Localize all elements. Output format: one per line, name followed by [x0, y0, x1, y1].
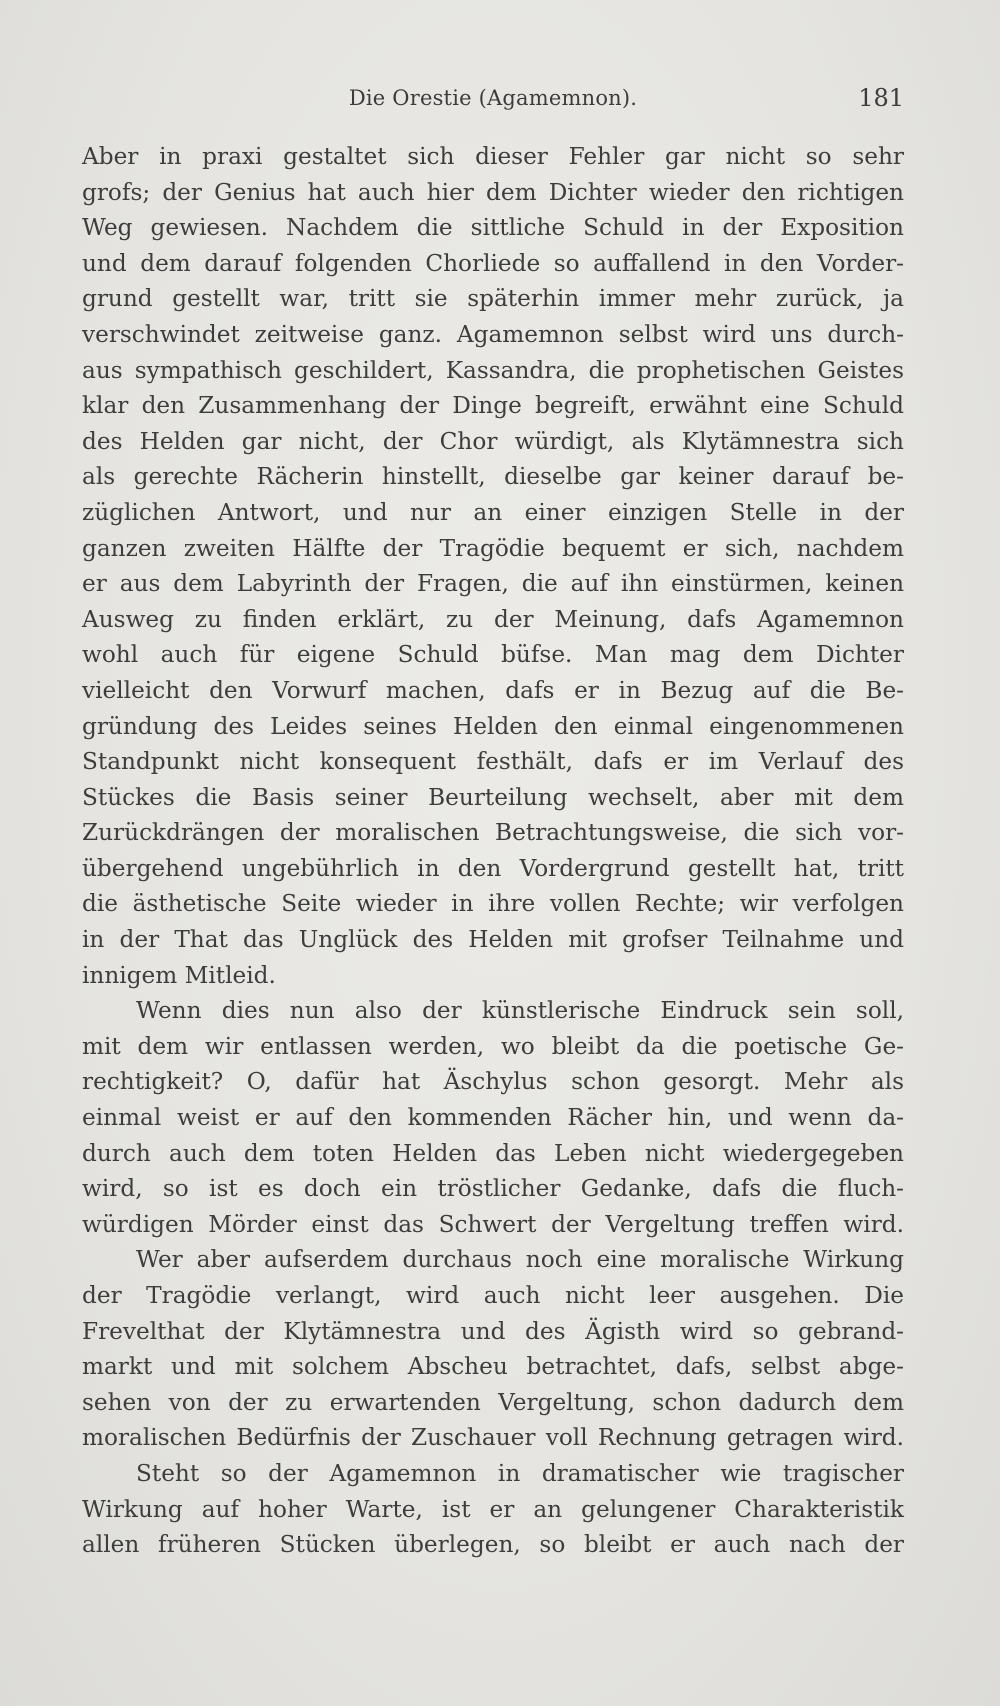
text-line: gründung des Leides seines Helden den einmal eingenommenen [82, 712, 904, 740]
text-line: verschwindet zeitweise ganz. Agamemnon selbst wird uns durch- [82, 320, 904, 348]
text-line: rechtigkeit? O, dafür hat Äschylus schon gesorgt. Mehr als [82, 1068, 904, 1096]
paragraph-end-line: innigem Mitleid. [82, 961, 276, 989]
paragraph-end-line: würdigen Mörder einst das Schwert der Vergeltung treffen wird. [82, 1210, 904, 1238]
text-line: des Helden gar nicht, der Chor würdigt, als Klytämnestra sich [82, 427, 904, 455]
text-line: züglichen Antwort, und nur an einer einzigen Stelle in der [82, 498, 904, 526]
text-line: Wirkung auf hoher Warte, ist er an gelungener Charakteristik [82, 1495, 904, 1523]
text-line: durch auch dem toten Helden das Leben nicht wiedergegeben [82, 1139, 904, 1167]
text-line: als gerechte Rächerin hinstellt, dieselbe gar keiner darauf be- [82, 463, 904, 491]
text-line: einmal weist er auf den kommenden Rächer hin, und wenn da- [82, 1104, 904, 1132]
text-line: klar den Zusammenhang der Dinge begreift, erwähnt eine Schuld [82, 392, 904, 420]
text-line: in der That das Unglück des Helden mit grofser Teilnahme und [82, 926, 904, 954]
text-line: markt und mit solchem Abscheu betrachtet, dafs, selbst abge- [82, 1353, 904, 1381]
text-line: und dem darauf folgenden Chorliede so auffallend in den Vorder- [82, 249, 904, 277]
text-line: Weg gewiesen. Nachdem die sittliche Schuld in der Exposition [82, 214, 904, 242]
text-line: mit dem wir entlassen werden, wo bleibt da die poetische Ge- [82, 1032, 904, 1060]
text-line: die ästhetische Seite wieder in ihre vollen Rechte; wir verfolgen [82, 890, 904, 918]
text-line: ganzen zweiten Hälfte der Tragödie bequemt er sich, nachdem [82, 534, 904, 562]
text-line: aus sympathisch geschildert, Kassandra, die prophetischen Geistes [82, 356, 904, 384]
paragraph-end-line: moralischen Bedürfnis der Zuschauer voll Rechnung getragen wird. [82, 1424, 904, 1452]
text-line: er aus dem Labyrinth der Fragen, die auf ihn einstürmen, keinen [82, 570, 904, 598]
running-title: Die Orestie (Agamemnon). [348, 86, 638, 110]
text-line: allen früheren Stücken überlegen, so bleibt er auch nach der [82, 1531, 904, 1559]
text-line: grofs; der Genius hat auch hier dem Dichter wieder den richtigen [82, 178, 904, 206]
text-line: Aber in praxi gestaltet sich dieser Fehler gar nicht so sehr [82, 143, 904, 170]
paragraph-start-line: Wenn dies nun also der künstlerische Eindruck sein soll, [136, 997, 904, 1025]
text-line: übergehend ungebührlich in den Vordergrund gestellt hat, tritt [82, 854, 904, 882]
text-line: Frevelthat der Klytämnestra und des Ägisth wird so gebrand- [82, 1317, 904, 1345]
text-line: Zurückdrängen der moralischen Betrachtungsweise, die sich vor- [82, 819, 904, 847]
page-header [82, 86, 904, 126]
text-line: Stückes die Basis seiner Beurteilung wechselt, aber mit dem [82, 783, 904, 811]
paragraph-start-line: Wer aber aufserdem durchaus noch eine moralische Wirkung [136, 1246, 904, 1274]
text-line: der Tragödie verlangt, wird auch nicht leer ausgehen. Die [82, 1282, 904, 1309]
text-line: sehen von der zu erwartenden Vergeltung, schon dadurch dem [82, 1388, 904, 1416]
text-line: grund gestellt war, tritt sie späterhin immer mehr zurück, ja [82, 285, 904, 313]
text-line: wohl auch für eigene Schuld büfse. Man mag dem Dichter [82, 641, 904, 669]
body-text [82, 139, 904, 1563]
text-line: vielleicht den Vorwurf machen, dafs er in Bezug auf die Be- [82, 676, 904, 704]
text-line: Ausweg zu finden erklärt, zu der Meinung, dafs Agamemnon [82, 605, 904, 633]
page-number: 181 [858, 84, 904, 112]
paragraph-start-line: Steht so der Agamemnon in dramatischer wie tragischer [136, 1459, 904, 1487]
text-line: wird, so ist es doch ein tröstlicher Gedanke, dafs die fluch- [82, 1175, 904, 1203]
text-line: Standpunkt nicht konsequent festhält, dafs er im Verlauf des [82, 748, 904, 776]
